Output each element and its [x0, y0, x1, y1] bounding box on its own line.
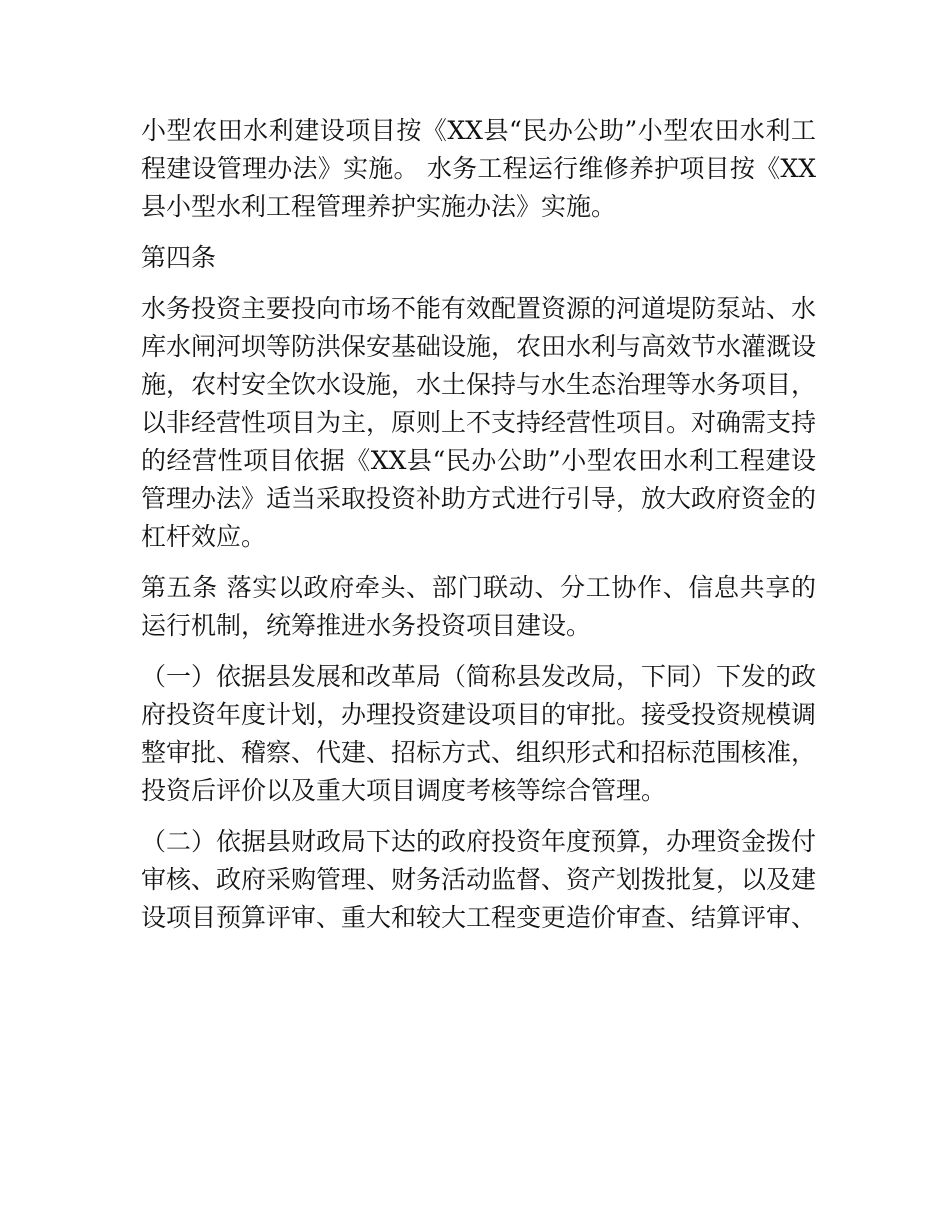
paragraph-article-five: 第五条 落实以政府牵头、部门联动、分工协作、信息共享的运行机制，统筹推进水务投资项目建设。 — [141, 573, 816, 640]
article-four-heading: 第四条 — [141, 243, 217, 272]
document-body — [141, 112, 816, 950]
paragraph-item-one: （一）依据县发展和改革局（简称县发改局，下同）下发的政府投资年度计划，办理投资建设项目的审批。接受投资规模调整审批、稽察、代建、招标方式、组织形式和招标范围核准，投资后评价以及重大项目调度考核等综合管理。 — [141, 662, 817, 805]
paragraph-article-four: 水务投资主要投向市场不能有效配置资源的河道堤防泵站、水库水闸河坝等防洪保安基础设施，农田水利与高效节水灌溉设施，农村安全饮水设施，水土保持与水生态治理等水务项目，以非经营性项目为主，原则上不支持经营性项目。对确需支持的经营性项目依据《XX县“民办公助”小型农田水利工程建设管理办法》适当采取投资补助方式进行引导，放大政府资金的杠杆效应。 — [141, 294, 817, 551]
paragraph-item-two: （二）依据县财政局下达的政府投资年度预算，办理资金拨付审核、政府采购管理、财务活动监督、资产划拨批复，以及建设项目预算评审、重大和较大工程变更造价审查、结算评审、 — [141, 827, 817, 932]
paragraph-small-irrigation: 小型农田水利建设项目按《XX县“民办公助”小型农田水利工程建设管理办法》实施。 水务工程运行维修养护项目按《XX县小型水利工程管理养护实施办法》实施。 — [141, 116, 816, 221]
